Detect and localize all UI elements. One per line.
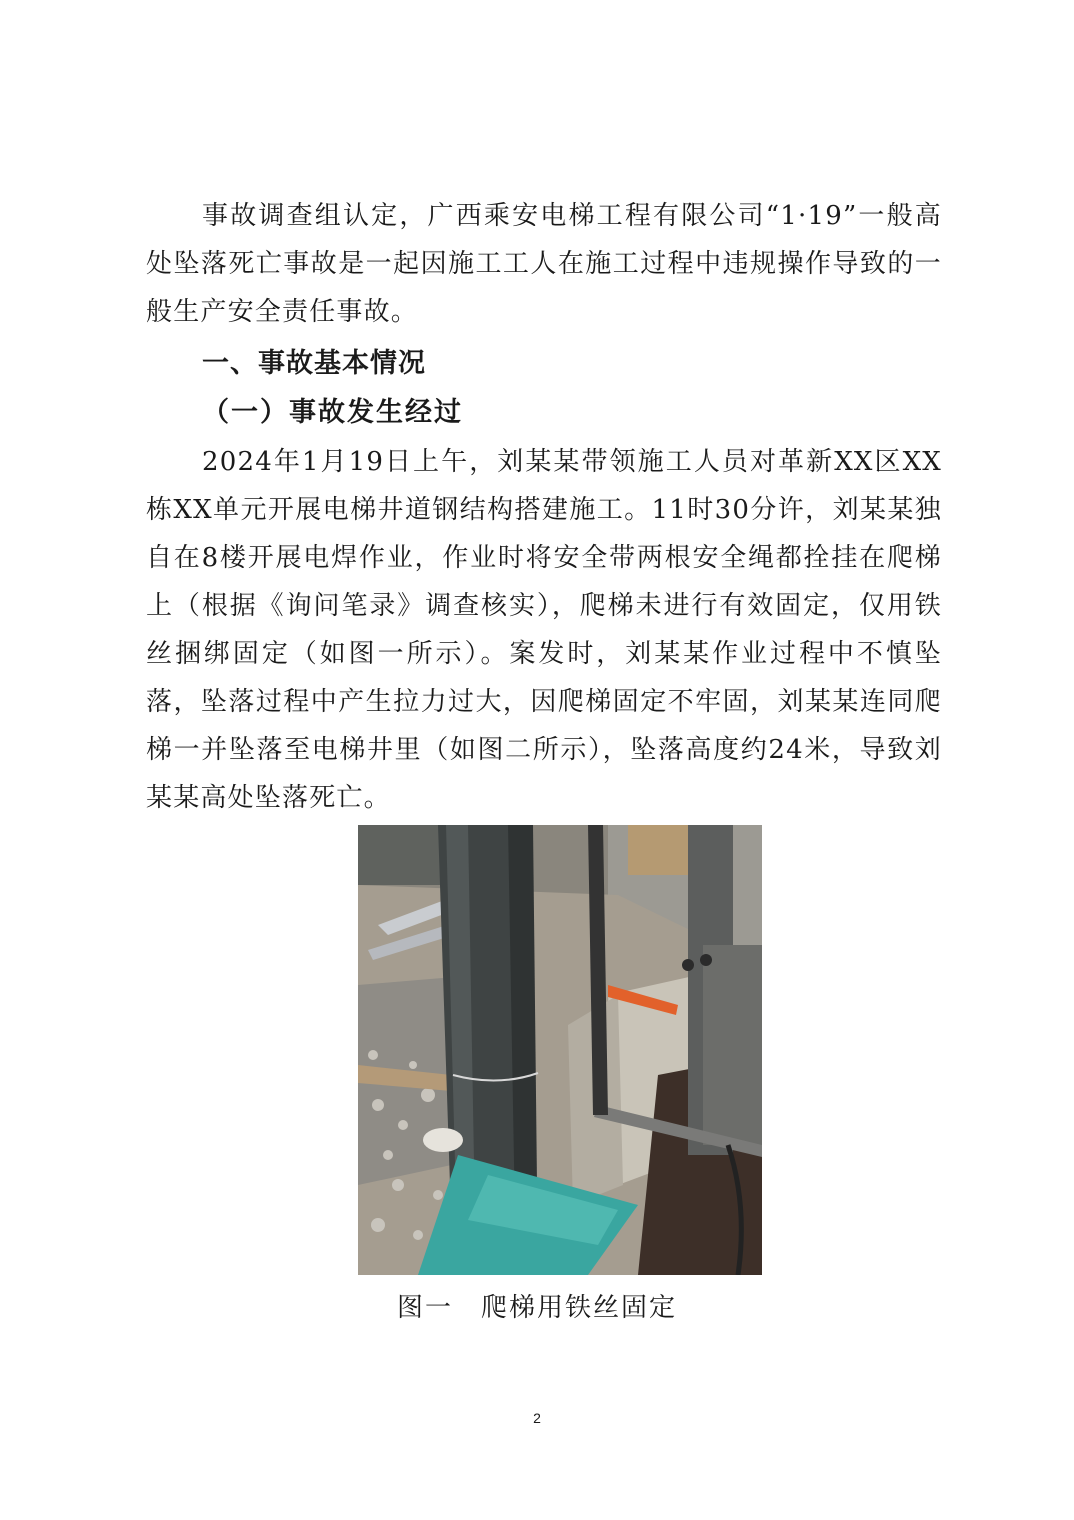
page-number: 2	[533, 1410, 541, 1426]
subsection-heading: （一）事故发生经过	[202, 397, 463, 428]
figure-caption: 图一 爬梯用铁丝固定	[396, 1293, 677, 1323]
figure-photo-ladder-wire	[358, 825, 762, 1275]
construction-site-photo	[358, 825, 762, 1275]
section-heading: 一、事故基本情况	[202, 348, 426, 379]
paragraph-accident-process: 2024年1月19日上午，刘某某带领施工人员对革新XX区XX栋XX单元开展电梯井道钢结构搭建施工。11时30分许，刘某某独自在8楼开展电焊作业，作业时将安全带两根安全绳都拴挂在爬梯上（根据《询问笔录》调查核实），爬梯未进行有效固定，仅用铁丝捆绑固定（如图一所示）。案发时，刘某某作业过程中不慎坠落，坠落过程中产生拉力过大，因爬梯固定不牢固，刘某某连同爬梯一并坠落至电梯井里（如图二所示），坠落高度约24米，导致刘某某高处坠落死亡。	[146, 447, 942, 813]
paragraph-accident-determination: 事故调查组认定，广西乘安电梯工程有限公司“1·19”一般高处坠落死亡事故是一起因施工工人在施工过程中违规操作导致的一般生产安全责任事故。	[146, 201, 942, 327]
